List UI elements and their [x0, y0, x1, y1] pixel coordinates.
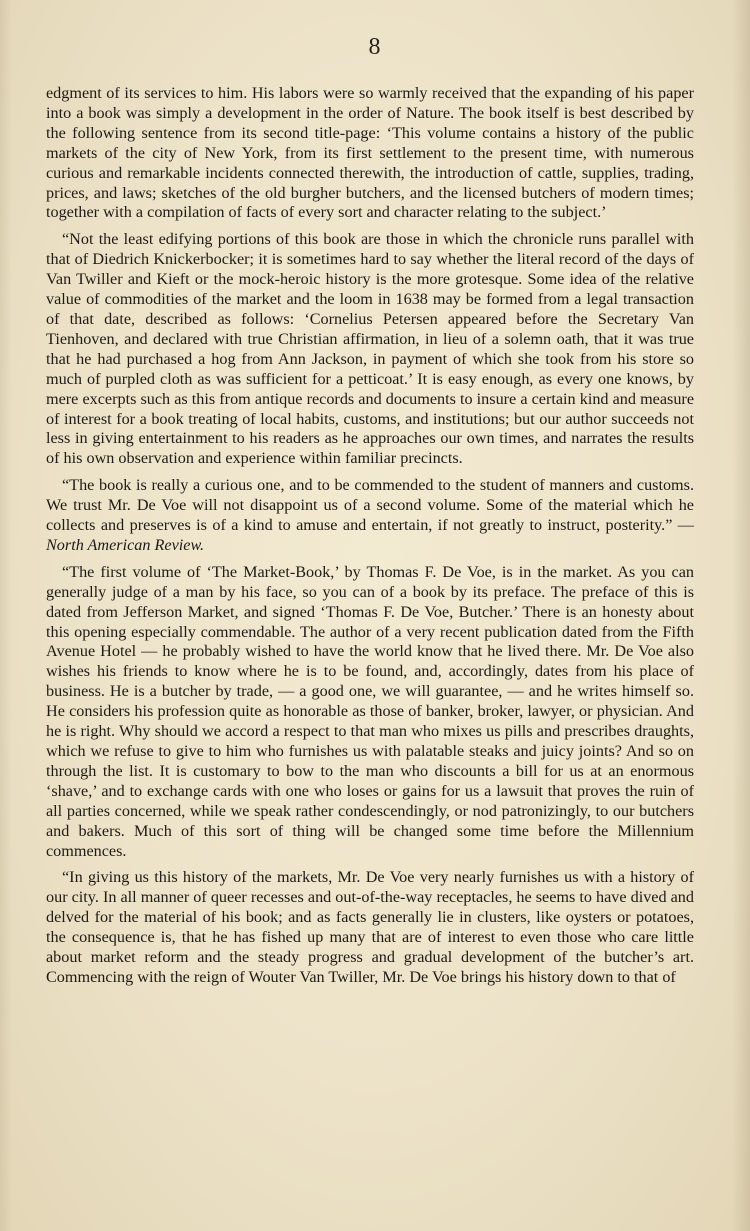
citation-source: North American Review.	[46, 535, 205, 554]
page-edge-shadow	[732, 0, 750, 1231]
paragraph-1: edgment of its services to him. His labors were so warmly received that the expanding of his paper into a book was simply a development in the order of Nature. The book itself is best described by the following sentence from its second title-page: ‘This volume contains a history of the public markets of the city of New York, from its first settlement to the present time, with numerous curious and remarkable incidents connected therewith, the introduction of cattle, supplies, trading, prices, and laws; sketches of the old burgher butchers, and the licensed butchers of modern times; together with a compilation of facts of every sort and character relating to the subject.’	[46, 84, 694, 222]
paragraph-4: “The first volume of ‘The Market-Book,’ by Thomas F. De Voe, is in the market. As you can generally judge of a man by his face, so you can of a book by its preface. The preface of this is dated from Jefferson Market, and signed ‘Thomas F. De Voe, Butcher.’ There is an honesty about this opening especially commendable. The author of a very recent publication dated from the Fifth Avenue Hotel — he probably wished to have the world know that he lived there. Mr. De Voe also wishes his friends to know where he is to be found, and, accordingly, dates from his place of business. He is a butcher by trade, — a good one, we will guarantee, — and he writes himself so. He considers his profession quite as honorable as those of banker, broker, lawyer, or physician. And he is right. Why should we accord a respect to that man who mixes us pills and prescribes draughts, which we refuse to give to him who furnishes us with palatable steaks and juicy joints? And so on through the list. It is customary to bow to the man who discounts a bill for us at an enormous ‘shave,’ and to exchange cards with one who loses or gains for us a lawsuit that proves the ruin of all parties concerned, while we speak rather condescendingly, or nod patronizingly, to our butchers and bakers. Much of this sort of thing will be changed some time before the Millennium commences.	[46, 562, 694, 860]
page-body	[46, 84, 694, 995]
paragraph-3-text: “The book is really a curious one, and to be commended to the student of manners and customs. We trust Mr. De Voe will not disappoint us of a second volume. Some of the material which he collects and preserves is of a kind to amuse and entertain, if not greatly to instruct, posterity.” —	[46, 476, 694, 535]
paragraph-5: “In giving us this history of the markets, Mr. De Voe very nearly furnishes us with a history of our city. In all manner of queer recesses and out-of-the-way receptacles, he seems to have dived and delved for the material of his book; and as facts generally lie in clusters, like oysters or potatoes, the consequence is, that he has fished up many that are of interest to even those who care little about market reform and the steady progress and gradual development of the butcher’s art. Commencing with the reign of Wouter Van Twiller, Mr. De Voe brings his history down to that of	[46, 868, 694, 986]
paragraph-2: “Not the least edifying portions of this book are those in which the chronicle runs parallel with that of Diedrich Knickerbocker; it is sometimes hard to say whether the literal record of the days of Van Twiller and Kieft or the mock-heroic history is the more grotesque. Some idea of the relative value of commodities of the market and the loom in 1638 may be formed from a legal transaction of that date, described as follows: ‘Cornelius Petersen appeared before the Secretary Van Tienhoven, and declared with true Christian affirmation, in lieu of a solemn oath, that it was true that he had purchased a hog from Ann Jackson, in payment of which she took from his store so much of purpled cloth as was sufficient for a petticoat.’ It is easy enough, as every one knows, by mere excerpts such as this from antique records and documents to insure a certain kind and measure of interest for a book treating of local habits, customs, and institutions; but our author succeeds not less in giving entertainment to his readers as he approaches our own times, and narrates the results of his own observation and experience within familiar precincts.	[46, 230, 694, 468]
page-gutter-shadow	[0, 0, 12, 1231]
page-number: 8	[368, 34, 382, 60]
paragraph-3	[46, 476, 694, 556]
